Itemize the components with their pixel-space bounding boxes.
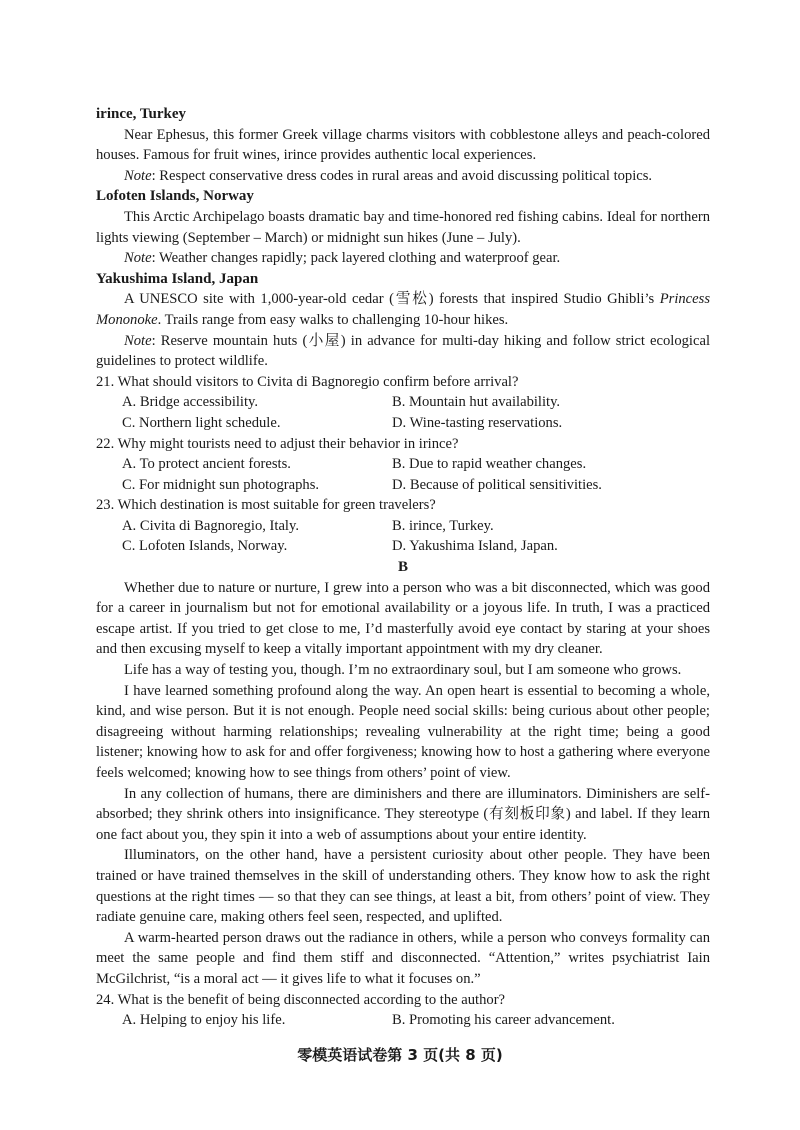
destination-note [96, 166, 710, 187]
destination-title: irince, Turkey [96, 106, 187, 122]
option[interactable]: C. Lofoten Islands, Norway. [122, 538, 288, 555]
film-title: Princess Mononoke [96, 291, 710, 328]
question-options [96, 392, 710, 433]
option[interactable]: B. Mountain hut availability. [392, 394, 561, 411]
destination-description [96, 289, 710, 330]
passage-paragraph: I have learned something profound along the way. An open heart is essential to becoming a whole, kind, and wise person. But it is not enough. People need social skills: being curious about other people; disagreeing without harming relationships; revealing vulnerability at the right time; being a good listener; knowing how to ask for and offer forgiveness; knowing how to host a gathering where everyone feels welcomed; knowing how to see things from others’ point of view. [96, 682, 710, 781]
question [96, 990, 710, 1031]
passage-paragraph: Life has a way of testing you, though. I’m no extraordinary soul, but I am someone who grows. [124, 662, 682, 679]
question-options [96, 1010, 710, 1031]
section-letter: B [397, 559, 408, 576]
passage-paragraph: Illuminators, on the other hand, have a persistent curiosity about other people. They have been trained or have trained themselves in the skill of understanding others. They know how to ask the right questions at the right times — so that they can see things, at least a bit, from others’ point of view. They radiate genuine care, making others feel seen, respected, and uplifted. [96, 847, 710, 926]
note-text: : Respect conservative dress codes in rural areas and avoid discussing political topics. [151, 167, 653, 184]
option[interactable]: D. Because of political sensitivities. [392, 476, 602, 493]
option[interactable]: B. irince, Turkey. [392, 517, 494, 534]
note-text: : Reserve mountain huts (小屋) in advance for multi-day hiking and follow strict ecological guidelines to protect wildlife. [96, 332, 710, 370]
passage-paragraph: In any collection of humans, there are diminishers and there are illuminators. Diminishers are self-absorbed; they shrink others into insignificance. They stereotype (有刻板印象) and label. If they learn one fact about you, they spin it into a web of assumptions about your entire identity. [96, 785, 710, 843]
option[interactable]: B. Promoting his career advancement. [392, 1012, 615, 1029]
note-label: Note [124, 167, 152, 184]
note-label: Note [124, 250, 152, 267]
destination-title: Yakushima Island, Japan [96, 270, 259, 287]
question-stem: 24. What is the benefit of being disconnected according to the author? [96, 991, 506, 1008]
option[interactable]: A. Civita di Bagnoregio, Italy. [122, 517, 299, 534]
option[interactable]: D. Wine-tasting reservations. [392, 414, 563, 431]
question [96, 495, 710, 557]
option[interactable]: A. To protect ancient forests. [122, 456, 291, 473]
passage-paragraph: A warm-hearted person draws out the radiance in others, while a person who conveys formality can meet the same people and find them stiff and disconnected. “Attention,” writes psychiatrist Iain McGilchrist, “is a moral act — it gives life to what it focuses on.” [96, 929, 710, 987]
question-stem: 21. What should visitors to Civita di Bagnoregio confirm before arrival? [96, 373, 519, 390]
option[interactable]: A. Bridge accessibility. [122, 394, 259, 411]
destination-note [96, 248, 710, 269]
note-text: : Weather changes rapidly; pack layered clothing and waterproof gear. [151, 250, 561, 267]
question-stem: 22. Why might tourists need to adjust their behavior in irince? [96, 435, 459, 452]
description-text: . Trails range from easy walks to challenging 10-hour hikes. [157, 311, 509, 328]
question-options [96, 454, 710, 495]
question-stem: 23. Which destination is most suitable for green travelers? [96, 497, 436, 514]
passage-paragraph: Whether due to nature or nurture, I grew into a person who was a bit disconnected, which was good for a career in journalism but not for emotional availability or a joyous life. In truth, I was a practiced escape artist. If you tried to get close to me, I’d masterfully avoid eye contact by staring at your shoes and then excusing myself to keep a vitally important appointment with my dry cleaner. [96, 579, 710, 658]
option[interactable]: A. Helping to enjoy his life. [122, 1012, 286, 1029]
option[interactable]: C. Northern light schedule. [122, 414, 281, 431]
question [96, 434, 710, 496]
option[interactable]: D. Yakushima Island, Japan. [392, 538, 558, 555]
destination-title: Lofoten Islands, Norway [96, 188, 254, 205]
destination-note [96, 331, 710, 372]
note-label: Note [124, 332, 152, 349]
option[interactable]: B. Due to rapid weather changes. [392, 456, 587, 473]
question-options [96, 516, 710, 557]
destination-description: This Arctic Archipelago boasts dramatic bay and time-honored red fishing cabins. Ideal for northern lights viewing (September – March) or midnight sun hikes (June – July). [96, 208, 710, 246]
destination-description: Near Ephesus, this former Greek village charms visitors with cobblestone alleys and peach-colored houses. Famous for fruit wines, irince provides authentic local experiences. [96, 126, 710, 164]
description-text: A UNESCO site with 1,000-year-old cedar (雪松) forests that inspired Studio Ghibli’s [124, 291, 660, 308]
option[interactable]: C. For midnight sun photographs. [122, 476, 320, 493]
page-footer: 零模英语试卷第 3 页(共 8 页) [297, 1046, 503, 1064]
question [96, 372, 710, 434]
